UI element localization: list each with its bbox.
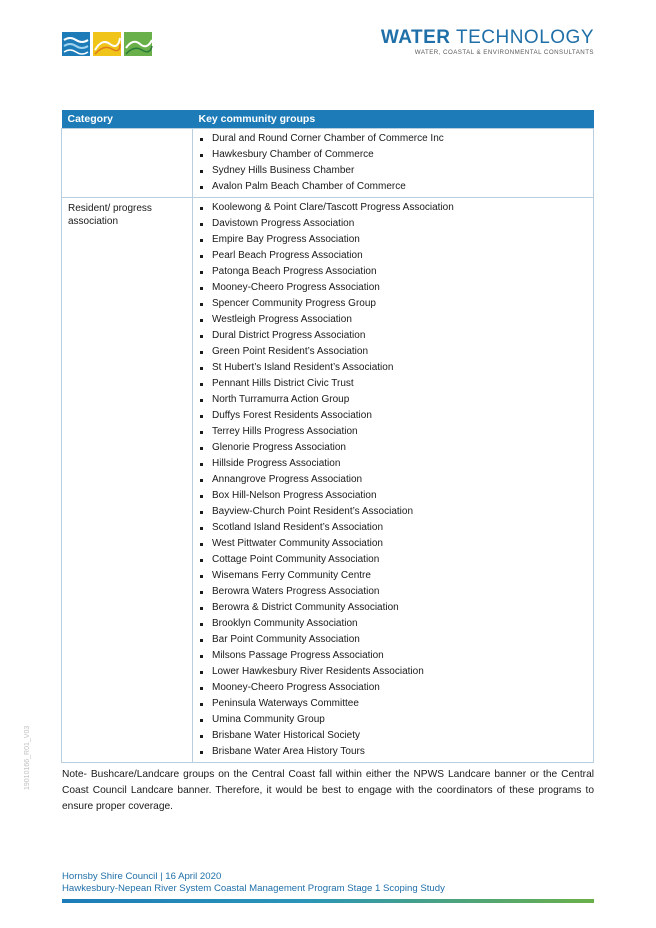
table-row <box>62 198 594 763</box>
groups-cell <box>193 129 594 198</box>
table-body <box>62 129 594 763</box>
list-item: Hillside Progress Association <box>193 456 593 472</box>
list-item: Duffys Forest Residents Association <box>193 408 593 424</box>
brand-tagline: WATER, COASTAL & ENVIRONMENTAL CONSULTANTS <box>414 49 594 56</box>
list-item: Mooney-Cheero Progress Association <box>193 680 593 696</box>
group-list <box>193 129 593 197</box>
wave-logo-icon <box>62 30 154 58</box>
list-item: Spencer Community Progress Group <box>193 296 593 312</box>
list-item: Brisbane Water Area History Tours <box>193 744 593 760</box>
list-item: Pennant Hills District Civic Trust <box>193 376 593 392</box>
list-item: Pearl Beach Progress Association <box>193 248 593 264</box>
list-item: Bar Point Community Association <box>193 632 593 648</box>
footer-project-title: Hawkesbury-Nepean River System Coastal Management Program Stage 1 Scoping Study <box>62 883 445 894</box>
list-item: Dural and Round Corner Chamber of Commerce Inc <box>193 131 593 147</box>
list-item: Mooney-Cheero Progress Association <box>193 280 593 296</box>
list-item: Cottage Point Community Association <box>193 552 593 568</box>
column-header-category: Category <box>62 110 193 129</box>
brand-name: WATER TECHNOLOGY <box>380 27 594 48</box>
list-item: Berowra & District Community Association <box>193 600 593 616</box>
list-item: Green Point Resident’s Association <box>193 344 593 360</box>
list-item: Glenorie Progress Association <box>193 440 593 456</box>
list-item: Wisemans Ferry Community Centre <box>193 568 593 584</box>
list-item: Peninsula Waterways Committee <box>193 696 593 712</box>
column-header-groups: Key community groups <box>193 110 594 129</box>
footer-rule <box>62 899 594 903</box>
list-item: Sydney Hills Business Chamber <box>193 163 593 179</box>
list-item: Umina Community Group <box>193 712 593 728</box>
table-header-row <box>62 110 594 129</box>
list-item: St Hubert’s Island Resident’s Association <box>193 360 593 376</box>
table-row <box>62 129 594 198</box>
list-item: Hawkesbury Chamber of Commerce <box>193 147 593 163</box>
list-item: Patonga Beach Progress Association <box>193 264 593 280</box>
list-item: Brooklyn Community Association <box>193 616 593 632</box>
list-item: Berowra Waters Progress Association <box>193 584 593 600</box>
list-item: Dural District Progress Association <box>193 328 593 344</box>
group-list <box>193 198 593 762</box>
category-cell: Resident/ progress association <box>62 198 193 763</box>
list-item: Brisbane Water Historical Society <box>193 728 593 744</box>
community-groups-table <box>61 110 594 763</box>
page-footer <box>62 871 445 895</box>
list-item: Westleigh Progress Association <box>193 312 593 328</box>
list-item: Lower Hawkesbury River Residents Association <box>193 664 593 680</box>
document-code: 19010166_R01_V03 <box>24 725 31 790</box>
list-item: North Turramurra Action Group <box>193 392 593 408</box>
note-paragraph: Note- Bushcare/Landcare groups on the Central Coast fall within either the NPWS Landcare banner or the Central Coast Council Landcare banner. Therefore, it would be best to engage with the coordinators of these programs to ensure proper coverage. <box>62 769 594 812</box>
category-cell <box>62 129 193 198</box>
groups-cell <box>193 198 594 763</box>
list-item: Box Hill-Nelson Progress Association <box>193 488 593 504</box>
list-item: Scotland Island Resident’s Association <box>193 520 593 536</box>
list-item: Avalon Palm Beach Chamber of Commerce <box>193 179 593 195</box>
list-item: Davistown Progress Association <box>193 216 593 232</box>
list-item: West Pittwater Community Association <box>193 536 593 552</box>
list-item: Bayview-Church Point Resident’s Association <box>193 504 593 520</box>
list-item: Milsons Passage Progress Association <box>193 648 593 664</box>
list-item: Annangrove Progress Association <box>193 472 593 488</box>
list-item: Terrey Hills Progress Association <box>193 424 593 440</box>
footer-client-date: Hornsby Shire Council | 16 April 2020 <box>62 871 222 882</box>
list-item: Koolewong & Point Clare/Tascott Progress Association <box>193 200 593 216</box>
list-item: Empire Bay Progress Association <box>193 232 593 248</box>
brand-logo <box>334 28 594 56</box>
